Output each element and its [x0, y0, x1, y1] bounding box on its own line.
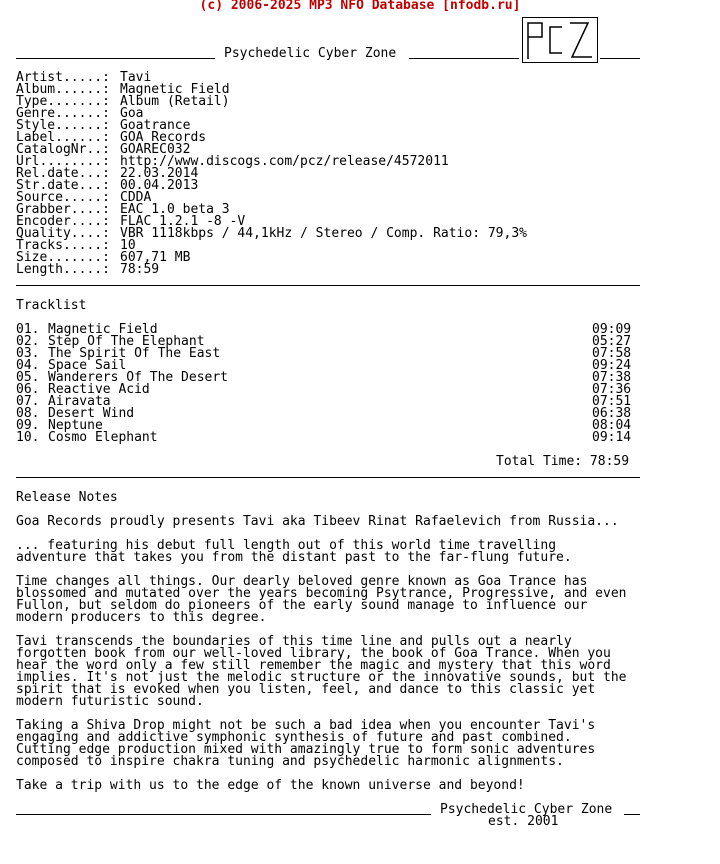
track-title: Magnetic Field	[48, 322, 158, 337]
info-key: Grabber....:	[16, 202, 110, 217]
release-notes-line: Tavi transcends the boundaries of this time line and pulls out a nearly	[16, 634, 572, 649]
divider-2	[16, 477, 640, 478]
track-title: Step Of The Elephant	[48, 334, 205, 349]
release-notes-line: hear the word only a few still remember the magic and mystery that this word	[16, 658, 611, 673]
info-value: Tavi	[120, 70, 152, 85]
info-value: VBR 1118kbps / 44,1kHz / Stereo / Comp. Ratio: 79,3%	[120, 226, 527, 241]
info-key: Str.date...:	[16, 178, 110, 193]
info-value: Goa	[120, 106, 144, 121]
info-value: 10	[120, 238, 136, 253]
track-number: 06.	[16, 382, 40, 397]
info-key: Size.......:	[16, 250, 110, 265]
info-key: Encoder....:	[16, 214, 110, 229]
track-number: 05.	[16, 370, 40, 385]
track-time: 07:51	[592, 394, 632, 409]
release-notes-line: Take a trip with us to the edge of the known universe and beyond!	[16, 778, 525, 793]
copyright-banner: (c) 2006-2025 MP3 NFO Database [nfodb.ru]	[199, 0, 521, 13]
track-time: 06:38	[592, 406, 632, 421]
track-number: 04.	[16, 358, 40, 373]
info-key: Label......:	[16, 130, 110, 145]
track-number: 01.	[16, 322, 40, 337]
track-number: 09.	[16, 418, 40, 433]
info-value: EAC 1.0 beta 3	[120, 202, 230, 217]
info-value: GOAREC032	[120, 142, 191, 157]
track-number: 10.	[16, 430, 40, 445]
info-value: http://www.discogs.com/pcz/release/4572011	[120, 154, 449, 169]
info-value: FLAC 1.2.1 -8 -V	[120, 214, 246, 229]
track-time: 09:14	[592, 430, 632, 445]
info-key: Url........:	[16, 154, 110, 169]
info-key: Genre......:	[16, 106, 110, 121]
info-value: 00.04.2013	[120, 178, 199, 193]
tracklist-heading: Tracklist	[16, 298, 87, 313]
track-time: 07:58	[592, 346, 632, 361]
track-title: Desert Wind	[48, 406, 135, 421]
info-value: GOA Records	[120, 130, 207, 145]
track-number: 07.	[16, 394, 40, 409]
info-key: Artist.....:	[16, 70, 110, 85]
track-time: 09:24	[592, 358, 632, 373]
divider-1	[16, 285, 640, 286]
release-notes-line: adventure that takes you from the distant past to the far-flung future.	[16, 550, 572, 565]
info-key: Type.......:	[16, 94, 110, 109]
release-notes-line: blossomed and mutated over the years becoming Psytrance, Progressive, and even	[16, 586, 627, 601]
header-title: Psychedelic Cyber Zone	[224, 46, 397, 61]
footer-rule-left	[16, 814, 431, 815]
track-time: 07:38	[592, 370, 632, 385]
info-key: Rel.date...:	[16, 166, 110, 181]
track-time: 07:36	[592, 382, 632, 397]
info-value: 22.03.2014	[120, 166, 199, 181]
release-notes-line: ... featuring his debut full length out of this world time travelling	[16, 538, 557, 553]
track-number: 03.	[16, 346, 40, 361]
track-title: Reactive Acid	[48, 382, 150, 397]
info-value: Magnetic Field	[120, 82, 230, 97]
track-title: Neptune	[48, 418, 103, 433]
release-notes-line: modern futuristic sound.	[16, 694, 204, 709]
footer-est: est. 2001	[488, 814, 559, 829]
info-key: Album......:	[16, 82, 110, 97]
release-notes-line: modern producers to this degree.	[16, 610, 267, 625]
info-value: CDDA	[120, 190, 152, 205]
total-time: Total Time: 78:59	[496, 454, 630, 469]
info-key: CatalogNr..:	[16, 142, 110, 157]
release-notes-heading: Release Notes	[16, 490, 118, 505]
track-time: 08:04	[592, 418, 632, 433]
pcz-logo	[522, 17, 598, 63]
info-value: 607,71 MB	[120, 250, 191, 265]
track-title: Airavata	[48, 394, 111, 409]
track-title: Space Sail	[48, 358, 127, 373]
track-time: 09:09	[592, 322, 632, 337]
release-notes-line: Goa Records proudly presents Tavi aka Tibeev Rinat Rafaelevich from Russia...	[16, 514, 619, 529]
header-rule-left	[16, 58, 215, 59]
track-title: The Spirit Of The East	[48, 346, 221, 361]
info-value: Goatrance	[120, 118, 191, 133]
release-notes-line: spirit that is evoked when you listen, feel, and dance to this classic yet	[16, 682, 596, 697]
release-notes-line: engaging and addictive symphonic synthesis of future and past combined.	[16, 730, 572, 745]
info-key: Style......:	[16, 118, 110, 133]
release-notes-line: implies. It's not just the melodic structure or the innovative sounds, but the	[16, 670, 627, 685]
info-value: Album (Retail)	[120, 94, 230, 109]
track-time: 05:27	[592, 334, 632, 349]
info-key: Tracks.....:	[16, 238, 110, 253]
track-number: 02.	[16, 334, 40, 349]
header-rule-right	[409, 58, 519, 59]
track-title: Wanderers Of The Desert	[48, 370, 229, 385]
footer-rule-right	[624, 814, 640, 815]
info-key: Quality....:	[16, 226, 110, 241]
header-rule-end	[600, 58, 640, 59]
info-key: Source.....:	[16, 190, 110, 205]
release-notes-line: Cutting edge production mixed with amazingly true to form sonic adventures	[16, 742, 596, 757]
info-key: Length.....:	[16, 262, 110, 277]
release-notes-line: forgotten book from our well-loved library, the book of Goa Trance. When you	[16, 646, 611, 661]
track-title: Cosmo Elephant	[48, 430, 158, 445]
release-notes-line: Taking a Shiva Drop might not be such a bad idea when you encounter Tavi's	[16, 718, 596, 733]
track-number: 08.	[16, 406, 40, 421]
footer-title: Psychedelic Cyber Zone	[440, 802, 613, 817]
release-notes-line: Fullon, but seldom do pioneers of the early sound manage to influence our	[16, 598, 588, 613]
release-notes-line: Time changes all things. Our dearly beloved genre known as Goa Trance has	[16, 574, 588, 589]
info-value: 78:59	[120, 262, 160, 277]
release-notes-line: composed to inspire chakra tuning and psychedelic harmonic alignments.	[16, 754, 564, 769]
